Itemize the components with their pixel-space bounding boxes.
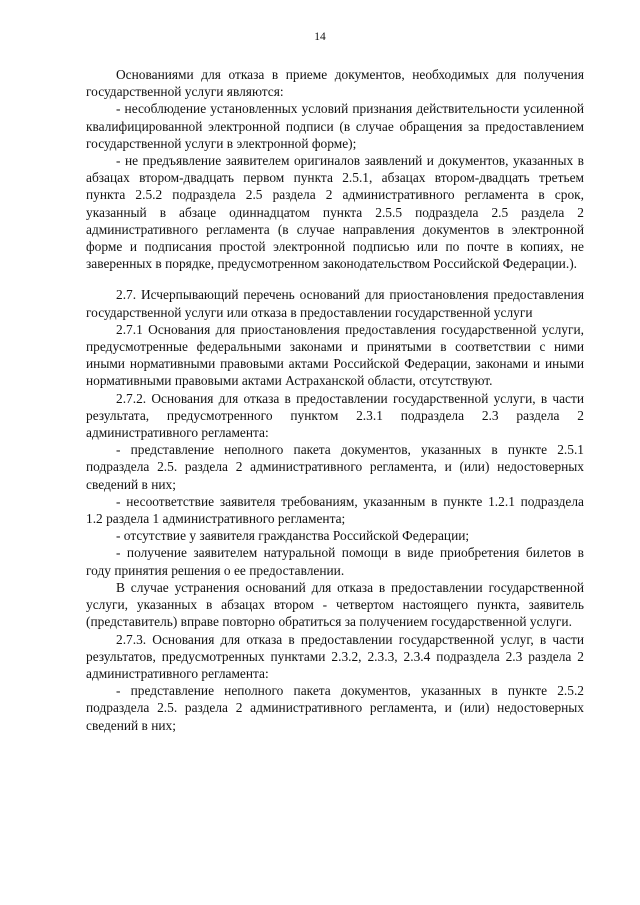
paragraph-refusal-originals: - не предъявление заявителем оригиналов заявлений и документов, указанных в абзацах втором-двадцать первом пункта 2.5.1, абзацах втором-двадцать третьем пункта 2.5.2 подраздела 2.5 раздела 2 административного регламента в срок, указанный в абзаце одиннадцатом пункта 2.5.5 подраздела 2.5 раздела 2 административного регламента (в случае направления документов в электронной форме и подписания простой электронной подписью или по почте в копиях, не заверенных в порядке, предусмотренном законодательством Российской Федерации.).	[86, 153, 584, 272]
paragraph-2-7-1: 2.7.1 Основания для приостановления предоставления государственной услуги, предусмотренные федеральными законами и принятыми в соответствии с ними иными нормативными правовыми актами Российской Федерации, законами и иными нормативными правовыми актами Астраханской области, отсутствуют.	[86, 321, 584, 389]
list-item-no-citizenship: - отсутствие у заявителя гражданства Российской Федерации;	[116, 528, 470, 544]
page-number: 14	[314, 31, 326, 43]
document-body	[86, 66, 584, 734]
list-item-incomplete-docs: - представление неполного пакета документов, указанных в пункте 2.5.1 подраздела 2.5. раздела 2 административного регламента, и (или) недостоверных сведений в них;	[86, 442, 584, 492]
paragraph-2-7-2: 2.7.2. Основания для отказа в предоставлении государственной услуги, в части результата, предусмотренного пунктом 2.3.1 подраздела 2.3 раздела 2 административного регламента:	[86, 390, 584, 441]
paragraph-refusal-grounds-intro: Основаниями для отказа в приеме документов, необходимых для получения государственной услуги являются:	[86, 67, 584, 100]
paragraph-2-7-3: 2.7.3. Основания для отказа в предоставлении государственной услуг, в части результатов, предусмотренных пунктами 2.3.2, 2.3.3, 2.3.4 подраздела 2.3 раздела 2 административного регламента:	[86, 631, 584, 681]
list-item-requirements-mismatch: - несоответствие заявителя требованиям, указанным в пункте 1.2.1 подраздела 1.2 раздела 1 административного регламента;	[86, 493, 584, 527]
section-heading-2-7: 2.7. Исчерпывающий перечень оснований для приостановления предоставления государственной услуги или отказа в предоставлении государственной услуги	[86, 287, 584, 320]
list-item-natural-aid: - получение заявителем натуральной помощи в виде приобретения билетов в году принятия решения о ее предоставлении.	[86, 545, 584, 578]
paragraph-reapply: В случае устранения оснований для отказа в предоставлении государственной услуги, указанных в абзацах втором - четвертом настоящего пункта, заявитель (представитель) вправе повторно обратиться за получением государственной услуги.	[86, 579, 584, 630]
list-item-incomplete-docs-2: - представление неполного пакета документов, указанных в пункте 2.5.2 подраздела 2.5. раздела 2 административного регламента, и (или) недостоверных сведений в них;	[86, 683, 584, 733]
paragraph-refusal-signature: - несоблюдение установленных условий признания действительности усиленной квалифицированной электронной подписи (в случае обращения за предоставлением государственной услуги в электронной форме);	[86, 101, 584, 151]
